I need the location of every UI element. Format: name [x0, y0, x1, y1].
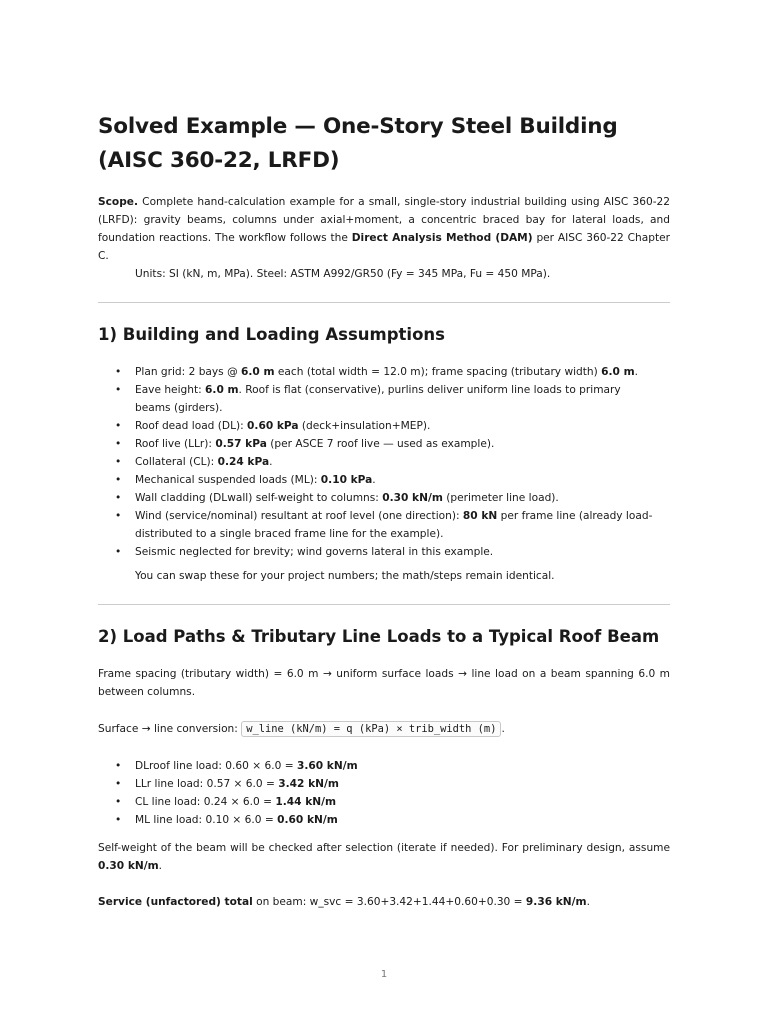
list-item: • CL line load: 0.24 × 6.0 = 1.44 kN/m [115, 796, 337, 808]
list-item: • DLroof line load: 0.60 × 6.0 = 3.60 kN/m [115, 760, 358, 772]
assumptions-list [115, 363, 655, 561]
list-item: • Roof live (LLr): 0.57 kPa (per ASCE 7 roof live — used as example). [115, 438, 495, 450]
list-item: • Wall cladding (DLwall) self-weight to columns: 0.30 kN/m (perimeter line load). [115, 492, 559, 504]
units-note: Units: SI (kN, m, MPa). Steel: ASTM A992/GR50 (Fy = 345 MPa, Fu = 450 MPa). [135, 268, 551, 280]
scope-text-2: per AISC 360-22 Chapter C. [98, 232, 670, 262]
service-total-paragraph: Service (unfactored) total on beam: w_svc = 3.60+3.42+1.44+0.60+0.30 = 9.36 kN/m. [98, 896, 590, 908]
line-loads-list [115, 757, 655, 829]
list-item: • Mechanical suspended loads (ML): 0.10 kPa. [115, 474, 376, 486]
section-2-heading: 2) Load Paths & Tributary Line Loads to a Typical Roof Beam [98, 627, 660, 646]
list-item: • LLr line load: 0.57 × 6.0 = 3.42 kN/m [115, 778, 339, 790]
assumptions-note: You can swap these for your project numbers; the math/steps remain identical. [135, 570, 555, 582]
title-line-1: Solved Example — One-Story Steel Building [98, 114, 618, 139]
section-divider-2 [98, 604, 670, 605]
list-item: • Wind (service/nominal) resultant at roof level (one direction): 80 kN per frame line (already load-distributed to a single braced frame line for the example). [115, 510, 653, 540]
conversion-line: Surface → line conversion: w_line (kN/m) = q (kPa) × trib_width (m) . [98, 723, 505, 735]
list-item: • Plan grid: 2 bays @ 6.0 m each (total width = 12.0 m); frame spacing (tributary width) 6.0 m. [115, 366, 639, 378]
conversion-formula: w_line (kN/m) = q (kPa) × trib_width (m) [241, 721, 501, 737]
scope-label: Scope. [98, 196, 138, 208]
list-item: • Eave height: 6.0 m. Roof is flat (conservative), purlins deliver uniform line loads to primary beams (girders). [115, 384, 621, 414]
load-path-intro: Frame spacing (tributary width) = 6.0 m → uniform surface loads → line load on a beam spanning 6.0 m between columns. [98, 668, 670, 698]
list-item: • Roof dead load (DL): 0.60 kPa (deck+insulation+MEP). [115, 420, 431, 432]
list-item: • Collateral (CL): 0.24 kPa. [115, 456, 273, 468]
self-weight-paragraph: Self-weight of the beam will be checked after selection (iterate if needed). For preliminary design, assume 0.30 kN/m. [98, 842, 670, 872]
page-number: 1 [380, 969, 388, 980]
section-divider-1 [98, 302, 670, 303]
scope-bold-dam: Direct Analysis Method (DAM) [351, 232, 533, 244]
title-line-2: (AISC 360-22, LRFD) [98, 148, 340, 173]
conversion-label: Surface → line conversion: [98, 723, 242, 735]
list-item: • ML line load: 0.10 × 6.0 = 0.60 kN/m [115, 814, 338, 826]
document-title [98, 110, 670, 178]
scope-text-1: Complete hand-calculation example for a small, single-story industrial building using AISC 360-22 (LRFD): gravity beams, columns under axial+moment, a concentric braced bay for lateral loads, and foundation reactions. The workflow follows the [98, 196, 670, 244]
scope-paragraph [98, 193, 670, 265]
list-item: • Seismic neglected for brevity; wind governs lateral in this example. [115, 546, 494, 558]
section-1-heading: 1) Building and Loading Assumptions [98, 325, 445, 344]
